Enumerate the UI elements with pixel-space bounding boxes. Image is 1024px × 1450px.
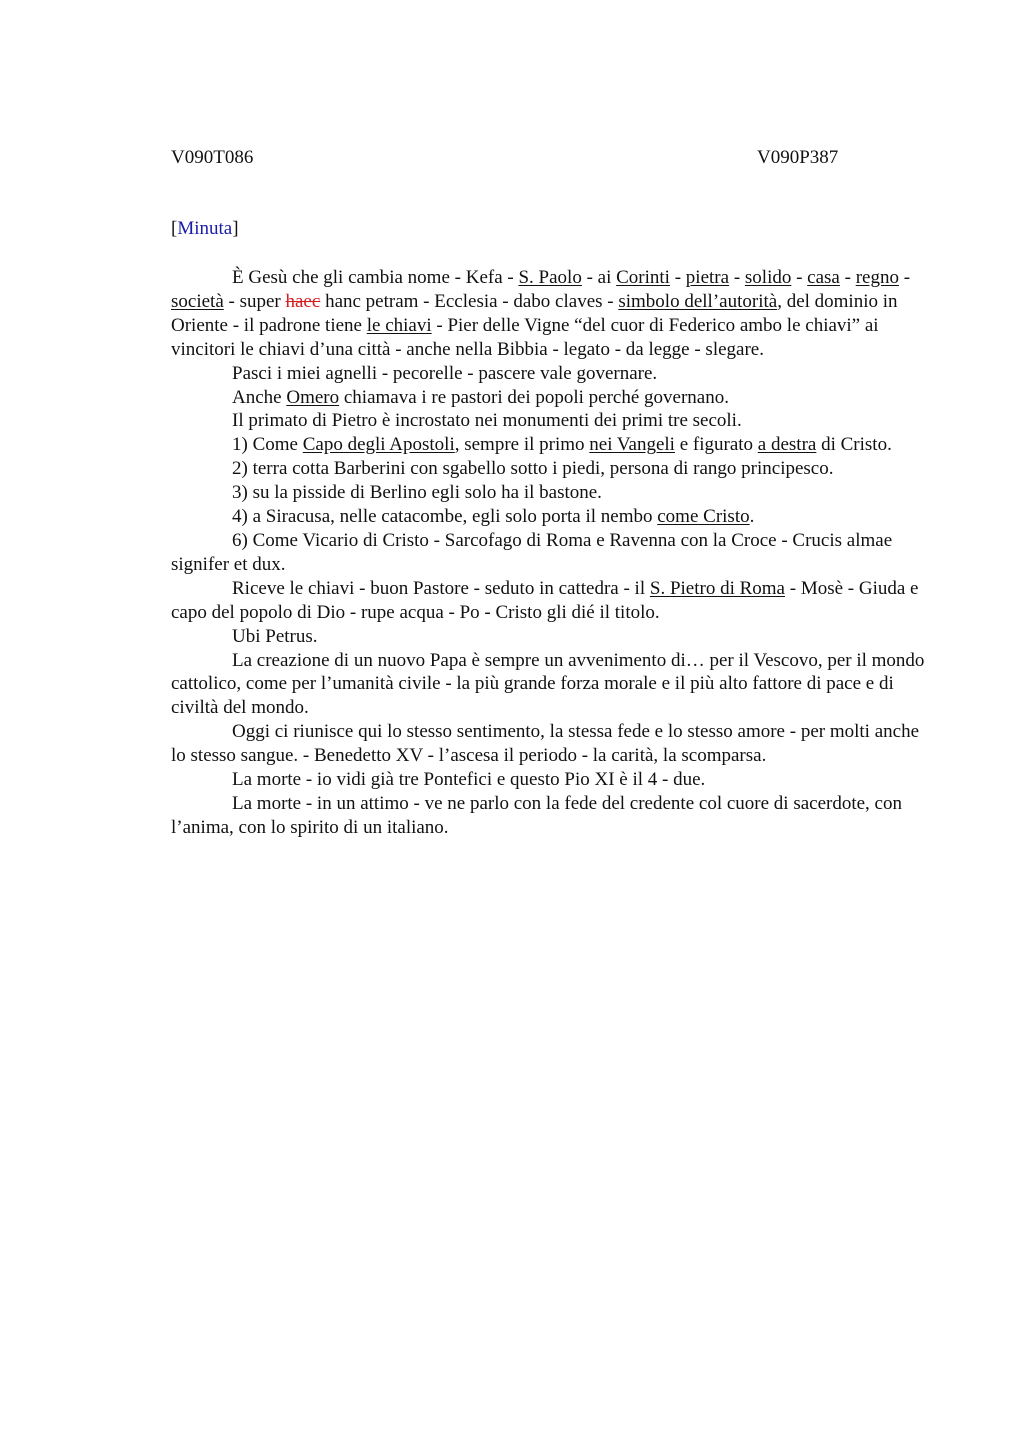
paragraph-9: 6) Come Vicario di Cristo - Sarcofago di Roma e Ravenna con la Croce - Crucis almae signifer et dux. xyxy=(171,529,893,575)
paragraph-7: 3) su la pisside di Berlino egli solo ha il bastone. xyxy=(232,482,602,504)
underlined-term: pietra xyxy=(685,267,730,288)
document-code-left: V090T086 xyxy=(171,147,254,168)
paragraph-3: Anche Omero chiamava i re pastori dei popoli perché governano. xyxy=(232,386,729,408)
paragraph-12: La creazione di un nuovo Papa è sempre un avvenimento di… per il Vescovo, per il mondo cattolico, come per l’umanità civile - la più grande forza morale e il più alto fattore di pace e di civiltà del mondo. xyxy=(171,649,925,719)
underlined-term: S. Pietro di Roma xyxy=(649,577,785,599)
paragraph-10: Riceve le chiavi - buon Pastore - seduto in cattedra - il S. Pietro di Roma - Mosè - Giuda e capo del popolo di Dio - rupe acqua - Po - Cristo gli dié il titolo. xyxy=(171,577,919,623)
underlined-term: simbolo dell’autorità xyxy=(618,290,778,312)
paragraph-1: È Gesù che gli cambia nome - Kefa - S. Paolo - ai Corinti - pietra - solido - casa - regno - società - super haec hanc petram - Ecclesia - dabo claves - simbolo dell’autorità, del dominio in Oriente - il padrone tiene le chiavi - Pier delle Vigne “del cuor di Federico ambo le chiavi” ai vincitori le chiavi d’una città - anche nella Bibbia - legato - da legge - slegare. xyxy=(171,267,911,360)
underlined-term: nei Vangeli xyxy=(589,434,675,456)
document-code-right: V090P387 xyxy=(757,147,839,168)
paragraph-15: La morte - in un attimo - ve ne parlo con la fede del credente col cuore di sacerdote, con l’anima, con lo spirito di un italiano. xyxy=(171,792,902,838)
underlined-term: società xyxy=(171,290,224,312)
underlined-term: come Cristo xyxy=(657,506,750,528)
underlined-term: casa xyxy=(807,267,840,288)
underlined-term: le chiavi xyxy=(366,314,432,336)
underlined-term: Corinti xyxy=(616,267,670,288)
paragraph-8: 4) a Siracusa, nelle catacombe, egli solo porta il nembo come Cristo. xyxy=(232,506,755,528)
underlined-term: regno xyxy=(855,267,899,288)
paragraph-6: 2) terra cotta Barberini con sgabello sotto i piedi, persona di rango principesco. xyxy=(232,458,834,480)
bracket-close: ] xyxy=(232,218,239,239)
paragraph-11: Ubi Petrus. xyxy=(232,625,318,647)
document-body xyxy=(171,266,931,840)
underlined-term: Omero xyxy=(286,386,340,408)
underlined-term: a destra xyxy=(757,434,817,456)
underlined-term: S. Paolo xyxy=(518,267,582,288)
paragraph-2: Pasci i miei agnelli - pecorelle - pascere vale governare. xyxy=(232,362,658,384)
underlined-term: Capo degli Apostoli xyxy=(302,434,455,456)
paragraph-14: La morte - io vidi già tre Pontefici e questo Pio XI è il 4 - due. xyxy=(232,769,706,791)
bracket-open: [ xyxy=(171,218,178,239)
underlined-term: solido xyxy=(744,267,792,288)
deleted-word: haec xyxy=(285,290,321,312)
paragraph-13: Oggi ci riunisce qui lo stesso sentimento, la stessa fede e lo stesso amore - per molti anche lo stesso sangue. - Benedetto XV - l’ascesa il periodo - la carità, la scomparsa. xyxy=(171,721,919,767)
paragraph-5: 1) Come Capo degli Apostoli, sempre il primo nei Vangeli e figurato a destra di Cristo. xyxy=(232,434,892,456)
label-text: Minuta xyxy=(177,218,233,239)
paragraph-4: Il primato di Pietro è incrostato nei monumenti dei primi tre secoli. xyxy=(232,410,742,432)
minuta-label xyxy=(171,218,239,240)
